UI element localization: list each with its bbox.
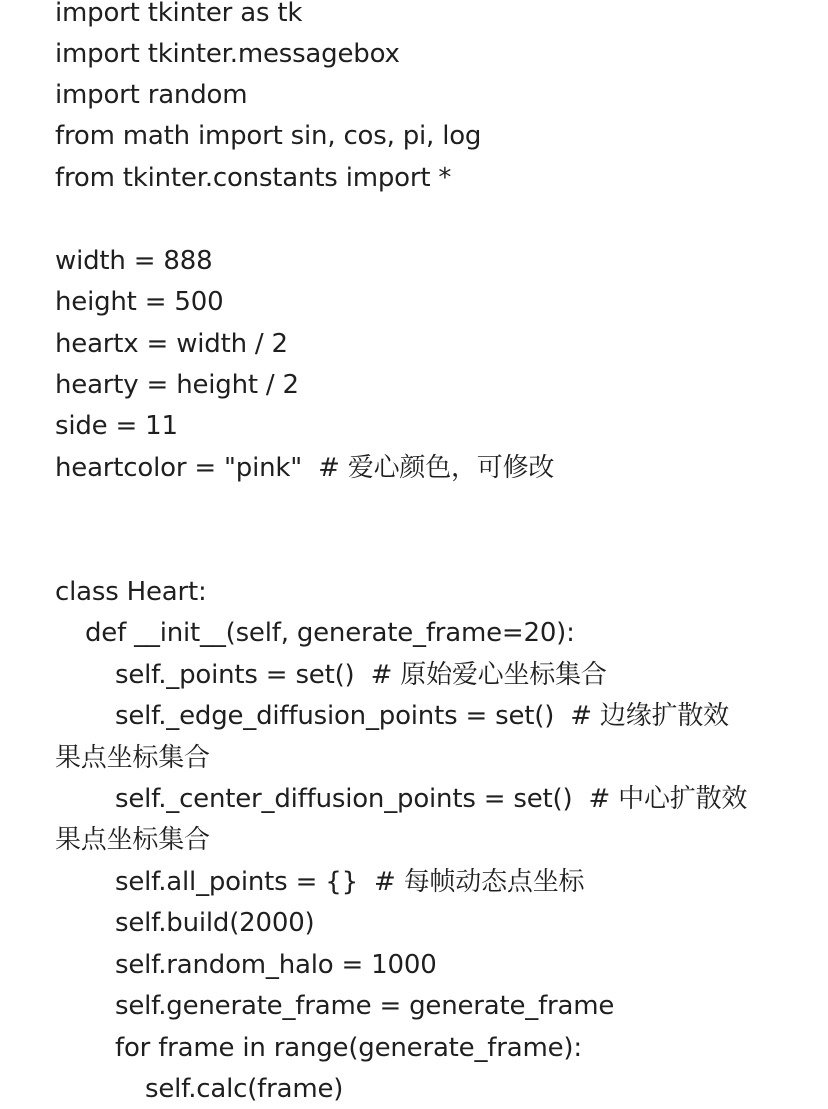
code-line-center-diffusion: self._center_diffusion_points = set() # 中心扩散效 bbox=[115, 784, 748, 814]
code-line-height: height = 500 bbox=[55, 287, 224, 317]
code-line-def-init: def __init__(self, generate_frame=20): bbox=[85, 618, 575, 648]
code-line-all-points: self.all_points = {} # 每帧动态点坐标 bbox=[115, 867, 585, 897]
code-line-side: side = 11 bbox=[55, 411, 178, 441]
code-line-heartcolor: heartcolor = "pink" # 爱心颜色，可修改 bbox=[55, 453, 555, 483]
code-line-center-diffusion-wrap: 果点坐标集合 bbox=[55, 825, 210, 855]
code-line-width: width = 888 bbox=[55, 246, 213, 276]
code-line-import-math: from math import sin, cos, pi, log bbox=[55, 121, 482, 151]
code-line-import-messagebox: import tkinter.messagebox bbox=[55, 39, 400, 69]
code-line-class-heart: class Heart: bbox=[55, 577, 207, 607]
code-line-import-tk: import tkinter as tk bbox=[55, 0, 303, 28]
code-line-import-constants: from tkinter.constants import * bbox=[55, 163, 452, 193]
code-line-import-random: import random bbox=[55, 80, 248, 110]
code-line-calc: self.calc(frame) bbox=[145, 1074, 344, 1104]
code-line-random-halo: self.random_halo = 1000 bbox=[115, 950, 437, 980]
code-line-build: self.build(2000) bbox=[115, 908, 315, 938]
code-line-edge-diffusion-wrap: 果点坐标集合 bbox=[55, 743, 210, 773]
code-line-generate-frame: self.generate_frame = generate_frame bbox=[115, 991, 615, 1021]
code-line-points: self._points = set() # 原始爱心坐标集合 bbox=[115, 660, 607, 690]
code-line-for-frame: for frame in range(generate_frame): bbox=[115, 1033, 582, 1063]
code-line-heartx: heartx = width / 2 bbox=[55, 329, 288, 359]
code-line-edge-diffusion: self._edge_diffusion_points = set() # 边缘扩散效 bbox=[115, 701, 729, 731]
code-line-hearty: hearty = height / 2 bbox=[55, 370, 299, 400]
